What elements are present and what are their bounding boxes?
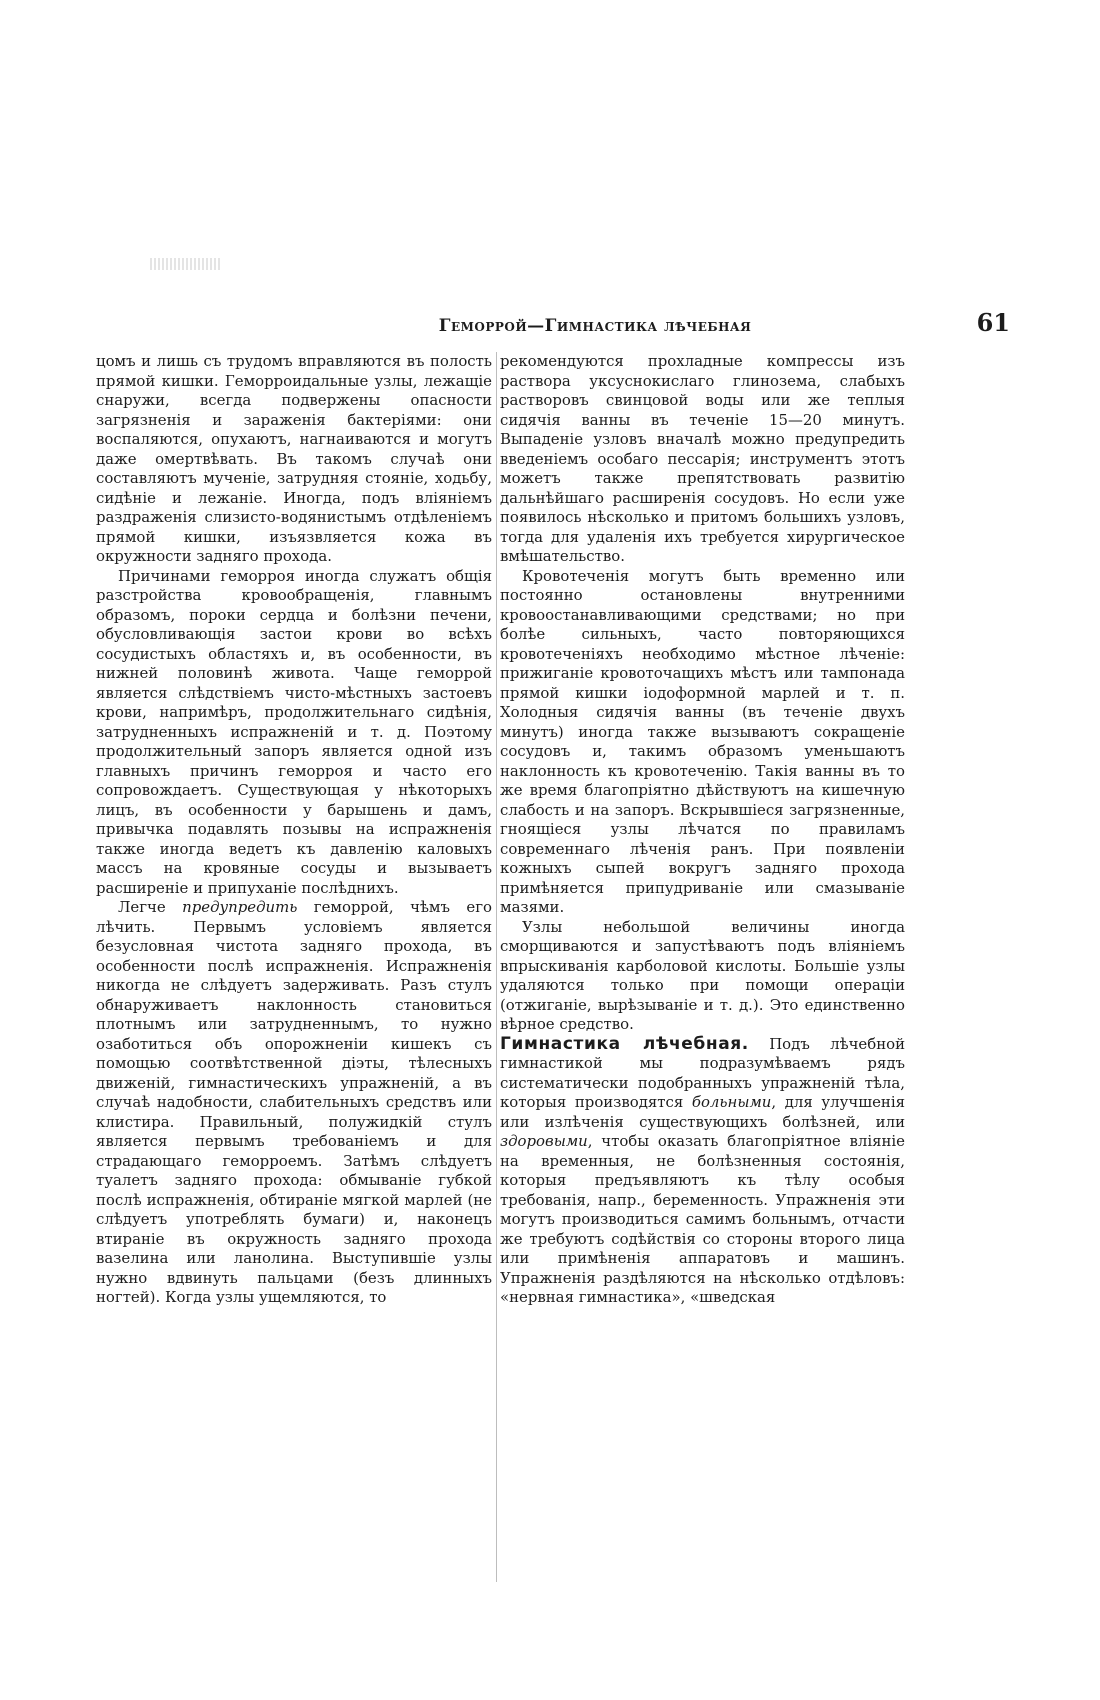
print-smudge [150,258,222,270]
paragraph-text: геморрой, чѣмъ его лѣчить. Первымъ условіемъ является безусловная чистота задняго прохода, въ особенности послѣ испражненія. Испражненія никогда не слѣдуетъ задерживать. Разъ стулъ обнаруживаетъ наклонность становиться плотнымъ или затрудненнымъ, то нужно озаботиться объ опорожненіи кишекъ съ помощью соотвѣтственной діэты, тѣлесныхъ движеній, гимнастическихъ упражненій, а въ случаѣ надобности, слабительныхъ средствъ или клистира. Правильный, полужидкій стулъ является первымъ требованіемъ и для страдающаго геморроемъ. Затѣмъ слѣдуетъ туалетъ задняго прохода: обмываніе губкой послѣ испражненія, обтираніе мягкой марлей (не слѣдуетъ употреблять бумаги) и, наконецъ втираніе въ окружность задняго прохода вазелина или ланолина. Выступившіе узлы нужно вдвинуть пальцами (безъ длинныхъ ногтей). Когда узлы ущемляются, то [96,898,492,1306]
paragraph: Узлы небольшой величины иногда сморщиваются и запустѣваютъ подъ вліяніемъ впрыскиванія карболовой кислоты. Большіе узлы удаляются только при помощи операціи (отжиганіе, вырѣзываніе и т. д.). Это единственно вѣрное средство. [500,917,905,1033]
paragraph: цомъ и лишь съ трудомъ вправляются въ полость прямой кишки. Геморроидальные узлы, лежащіе снаружи, всегда подвержены опасности загрязненія и зараженія бактеріями: они воспаляются, опухаютъ, нагнаиваются и могутъ даже омертвѣвать. Въ такомъ случаѣ они составляютъ мученіе, затрудняя стояніе, ходьбу, сидѣніе и лежаніе. Иногда, подъ вліяніемъ раздраженія слизисто-водянистымъ отдѣленіемъ прямой кишки, изъязвляется кожа въ окружности задняго прохода. [96,352,492,565]
paragraph: Причинами геморроя иногда служатъ общія разстройства кровообращенія, главнымъ образомъ, пороки сердца и болѣзни печени, обусловливающія застои крови во всѣхъ сосудистыхъ областяхъ и, въ особенности, въ нижней половинѣ живота. Чаще геморрой является слѣдствіемъ чисто-мѣстныхъ застоевъ крови, напримѣръ, продолжительнаго сидѣнія, затрудненныхъ испражненій и т. д. Поэтому продолжительный запоръ является одной изъ главныхъ причинъ геморроя и часто его сопровождаетъ. Существующая у нѣкоторыхъ лицъ, въ особенности у барышень и дамъ, привычка подавлять позывы на испражненія также иногда ведетъ къ давленію каловыхъ массъ на кровяные сосуды и вызываетъ расширеніе и припуханіе послѣднихъ. [96,566,492,897]
paragraph-text: Легче [118,898,183,916]
right-column [500,352,905,1582]
column-divider [496,352,497,1582]
paragraph-text: , для улучшенія или излѣченія существующихъ болѣзней, или [500,1093,905,1131]
entry-headword: Гимнастика лѣчебная. [500,1033,749,1054]
emphasis-text: здоровыми [500,1132,588,1150]
left-column [96,352,492,1582]
running-head: Геморрой—Гимнастика лѣчебная [438,316,752,336]
paragraph-text: Подъ лѣчебной гимнастикой мы подразумѣваемъ рядъ систематически подобранныхъ упражненій тѣла, которыя производятся [500,1034,905,1111]
paragraph: Кровотеченія могутъ быть временно или постоянно остановлены внутренними кровоостанавливающими средствами; но при болѣе сильныхъ, часто повторяющихся кровотеченіяхъ необходимо мѣстное лѣченіе: прижиганіе кровоточащихъ мѣстъ или тампонада прямой кишки іодоформной марлей и т. п. Холодныя сидячія ванны (въ теченіе двухъ минутъ) иногда также вызываютъ сокращеніе сосудовъ и, такимъ образомъ уменьшаютъ наклонность къ кровотеченію. Такія ванны въ то же время благопріятно дѣйствуютъ на кишечную слабость и на запоръ. Вскрывшіеся загрязненные, гноящіеся узлы лѣчатся по правиламъ современнаго лѣченія ранъ. При появленіи кожныхъ сыпей вокругъ задняго прохода примѣняется припудриваніе или смазываніе мазями. [500,566,905,916]
emphasis-text: больными [691,1093,772,1111]
page-number: 61 [976,308,1010,337]
paragraph [96,898,492,1308]
page-header [100,308,1030,344]
emphasis-text: предупредить [182,898,298,916]
dictionary-entry [500,1035,905,1308]
paragraph: рекомендуются прохладные компрессы изъ раствора уксуснокислаго глинозема, слабыхъ растворовъ свинцовой воды или же теплыя сидячія ванны въ теченіе 15—20 минутъ. Выпаденіе узловъ вначалѣ можно предупредить введеніемъ особаго пессарія; инструментъ этотъ можетъ также препятствовать развитію дальнѣйшаго расширенія сосудовъ. Но если уже появилось нѣсколько и притомъ большихъ узловъ, тогда для удаленія ихъ требуется хирургическое вмѣшательство. [500,352,905,565]
paragraph-text: , чтобы оказать благопріятное вліяніе на временныя, не болѣзненныя состоянія, которыя предъявляютъ къ тѣлу особыя требованія, напр., беременность. Упражненія эти могутъ производиться самимъ больнымъ, отчасти же требуютъ содѣйствія со стороны второго лица или примѣненія аппаратовъ и машинъ. Упражненія раздѣляются на нѣсколько отдѣловъ: «нервная гимнастика», «шведская [500,1132,905,1306]
